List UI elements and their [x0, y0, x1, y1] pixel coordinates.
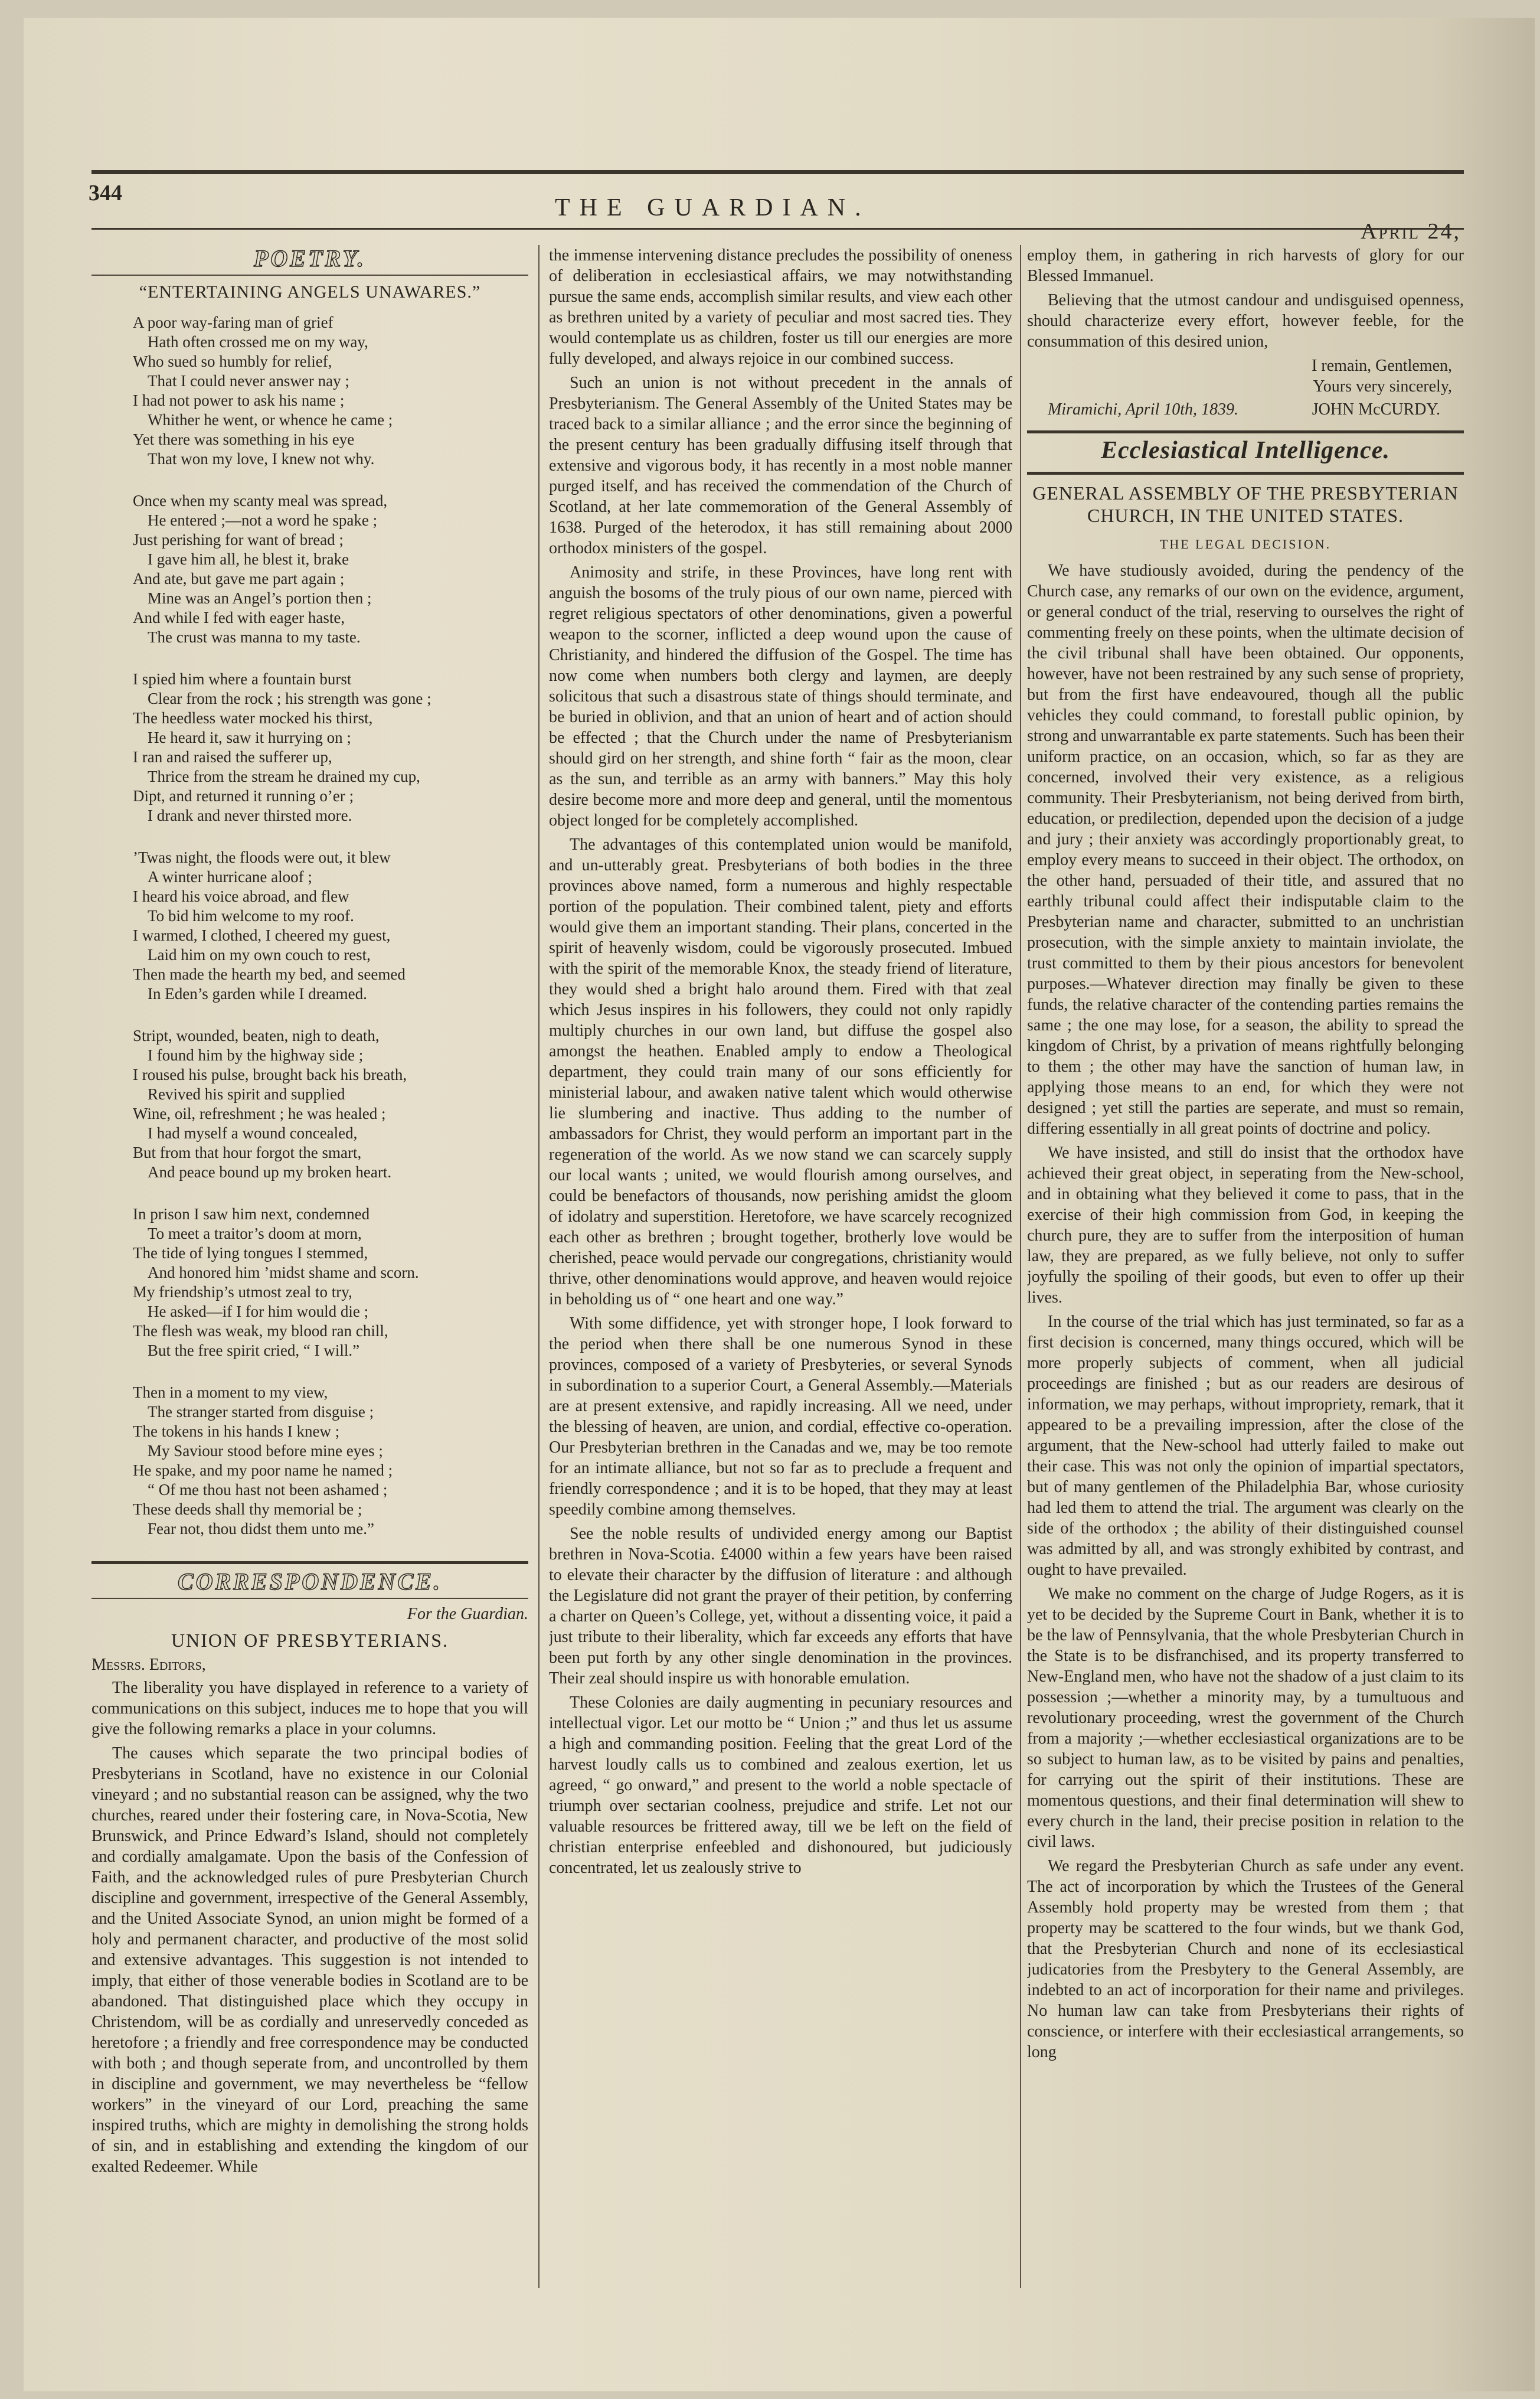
poem-line: I roused his pulse, brought back his breath,	[133, 1066, 407, 1083]
poem-line: Mine was an Angel’s portion then ;	[148, 589, 372, 607]
letter-conclusion	[1027, 245, 1464, 352]
poem-title: “ENTERTAINING ANGELS UNAWARES.”	[139, 282, 481, 302]
poem-line: Clear from the rock ; his strength was gone ;	[148, 690, 431, 707]
column-1	[91, 245, 528, 2306]
poem-line: In Eden’s garden while I dreamed.	[148, 985, 367, 1003]
paragraph: The advantages of this contemplated union would be manifold, and un-utterably great. Presbyterians of both bodies in the three provinces above named, form a numerous and highly respectable portion of the population. Their combined talent, piety and efforts would give them an important standing. Their plans, concerted in the spirit of heavenly wisdom, could be vigorously prosecuted. Imbued with the spirit of the memorable Knox, the steady friend of literature, they would shed a bright halo around them. Fired with that zeal which Jesus inspires in his followers, they could not only rapidly multiply churches in our own land, but diffuse the gospel also amongst the heathen. Enabled amply to endow a Theological department, they could train many of our sons efficiently for ministerial labour, and awaken native talent which would otherwise lie slumbering and inactive. Thus adding to the number of ambassadors for Christ, they would perform an important part in the regeneration of the world. As we now stand we can scarcely supply our local wants ; united, we would flourish among ourselves, and could be benefactors of thousands, now perishing amidst the gloom of idolatry and superstition. Heretofore, we have scarcely recognized each other as brethren ; brought together, brotherly love would be cherished, peace would pervade our congregations, christianity would thrive, other denominations would approve, and heaven would rejoice in beholding us of “ one heart and one way.”	[549, 835, 1012, 1308]
column-divider-1	[538, 245, 540, 2288]
signature-row	[1027, 399, 1464, 420]
poetry-section-heading: POETRY.	[254, 245, 366, 272]
stanza	[133, 491, 528, 647]
poem-line: I had not power to ask his name ;	[133, 391, 345, 409]
poem-line: In prison I saw him next, condemned	[133, 1205, 370, 1223]
column-2	[549, 245, 1012, 2270]
article-title: UNION OF PRESBYTERIANS.	[171, 1630, 449, 1651]
rule	[91, 1561, 528, 1564]
poem-line: Hath often crossed me on my way,	[148, 333, 368, 351]
poem-line: The stranger started from disguise ;	[148, 1403, 374, 1421]
stanza	[133, 1383, 528, 1539]
poem-line: “ Of me thou hast not been ashamed ;	[148, 1481, 388, 1499]
poem-line: Who sued so humbly for relief,	[133, 352, 332, 370]
poem-line: I found him by the highway side ;	[148, 1046, 364, 1064]
poem-line: Dipt, and returned it running o’er ;	[133, 787, 354, 805]
paragraph: We have studiously avoided, during the pendency of the Church case, any remarks of our own on the evidence, argument, or general conduct of the trial, reserving to ourselves the right of commenting freely on these points, when the ultimate decision of the civil tribunal shall have been obtained. Our opponents, however, have not been restrained by any such sense of propriety, but from the first have endeavoured, though all the public vehicles they could command, to forestall public opinion, by strong and unwarrantable ex parte statements. Such has been their uniform practice, on an occasion, which, so far as they are concerned, involved their very existence, as a religious community. Their Presbyterianism, not being derived from birth, education, or predilection, depended upon the decision of a judge and jury ; their anxiety was accordingly proportionably great, to employ every means to succeed in their object. The orthodox, on the other hand, persuaded of their title, and assured that no earthly tribunal could affect their indisputable claim to the Presbyterian name and character, submitted to an unchristian prosecution, with the simple anxiety to maintain inviolate, the trust committed to them by their pious ancestors for benevolent purposes.—Whatever direction may finally be given to these funds, the relative character of the contending parties remains the same ; the one may lose, for a season, the ability to spread the kingdom of Christ, by a privation of means rightfully belonging to them ; the other may have the sanction of human law, in applying those means to an end, for which they were not designed ; yet still the parties are seperate, and must so remain, differing essentially in all great points of doctrine and policy.	[1027, 562, 1464, 1138]
poem-line: Stript, wounded, beaten, nigh to death,	[133, 1027, 380, 1045]
article-title: GENERAL ASSEMBLY OF THE PRESBYTERIAN CHURCH, IN THE UNITED STATES.	[1032, 482, 1459, 526]
paragraph: Animosity and strife, in these Provinces, have long rent with anguish the bosoms of the truly pious of our own name, pierced with regret religious spectators of other denominations, given a powerful weapon to the scorner, inflicted a deep wound upon the cause of Christianity, and hindered the diffusion of the Gospel. The time has now come when numbers both clergy and laymen, are deeply solicitous that such a disastrous state of things should terminate, and be buried in oblivion, and that an union of heart and of action should be effected ; that the Church under the name of Presbyterianism should gird on her strength, and shine forth “ fair as the moon, clear as the sun, and terrible as an army with banners.” May this holy desire become more and more deep and general, until the momentous object longed for be completely accomplished.	[549, 563, 1012, 830]
stanza	[133, 313, 528, 469]
paragraph: With some diffidence, yet with stronger hope, I look forward to the period when there shall be one numerous Synod in these provinces, composed of a variety of Presbyteries, or several Synods in subordination to a superior Court, a General Assembly.—Materials are at present extensive, and rapidly increasing. All we need, under the blessing of heaven, are union, and cordial, effective co-operation. Our Presbyterian brethren in the Canadas and we, may be too remote for an intimate alliance, but not so far as to preclude a frequent and friendly correspondence ; and it is to be hoped, that they may at least speedily combine among themselves.	[549, 1314, 1012, 1519]
stanza	[133, 848, 528, 1004]
poem-line: He spake, and my poor name he named ;	[133, 1461, 393, 1479]
poem-line: The tokens in his hands I knew ;	[133, 1422, 340, 1440]
paragraph: Believing that the utmost candour and undisguised openness, should characterize every effort, however feeble, for the consummation of this desired union,	[1027, 291, 1464, 351]
signature-name: JOHN McCURDY.	[1312, 400, 1440, 419]
stanza	[133, 1026, 528, 1182]
rule	[91, 275, 528, 276]
poem-line: Revived his spirit and supplied	[148, 1085, 345, 1103]
poem-line: To bid him welcome to my roof.	[148, 907, 354, 925]
poem-line: ’Twas night, the floods were out, it blew	[133, 848, 391, 866]
signoff	[1027, 355, 1464, 420]
poem-line: The flesh was weak, my blood ran chill,	[133, 1322, 388, 1340]
paragraph: In the course of the trial which has just terminated, so far as a first decision is concerned, many things occured, which will be more properly subjects of comment, when all judicial proceedings are finished ; but as our readers are desirous of information, we may perhaps, without impropriety, remark, that it appeared to be a prevailing impression, after the close of the argument, that the New-school had utterly failed to make out their case. This was not only the opinion of impartial spectators, but of many gentlemen of the Philadelphia Bar, whose curiosity had led them to attend the trial. The argument was clearly on the side of the orthodox ; the ability of their distinguished counsel was admitted by all, and was strongly exhibited by contrast, and ought to have prevailed.	[1027, 1313, 1464, 1579]
poem-line: I ran and raised the sufferer up,	[133, 748, 332, 766]
poem-line: To meet a traitor’s doom at morn,	[148, 1225, 362, 1242]
paragraph: These Colonies are daily augmenting in pecuniary resources and intellectual vigor. Let our motto be “ Union ;” and thus let us assume a high and commanding position. Feeling that the great Lord of the harvest loudly calls us to combined and zealous exertion, let us agreed, “ go onward,” and present to the world a noble spectacle of triumph over sectarian coolness, prejudice and strife. Let not our valuable resources be frittered away, till we be left on the field of christian enterprise enfeebled and dishonoured, but judiciously concentrated, let us zealously strive to	[549, 1693, 1012, 1877]
poem-line: He asked—if I for him would die ;	[148, 1303, 369, 1320]
masthead-rule-bottom	[91, 228, 1464, 230]
poem-line: Yet there was something in his eye	[133, 430, 355, 448]
paragraph: employ them, in gathering in rich harvests of glory for our Blessed Immanuel.	[1027, 246, 1464, 285]
poem-line: And ate, but gave me part again ;	[133, 570, 345, 587]
assembly-article-body	[1027, 560, 1464, 2062]
correspondence-continued	[549, 245, 1012, 1878]
paragraph: We regard the Presbyterian Church as safe under any event. The act of incorporation by which the Trustees of the General Assembly hold property may be wrested from them ; that property may be scattered to the four winds, but we thank God, that the Presbyterian Church and none of its ecclesiastical judicatories from the Presbytery to the General Assembly, are indebted to an act of incorporation for their name and privileges. No human law can take from Presbyterians their rights of conscience, or interfere with their ecclesiastical arrangements, so long	[1027, 1857, 1464, 2061]
poem-line: Then made the hearth my bed, and seemed	[133, 965, 406, 983]
rule	[91, 1598, 528, 1599]
paragraph: We make no comment on the charge of Judge Rogers, as it is yet to be decided by the Supreme Court in Bank, whether it is to be the law of Pennsylvania, that the whole Presbyterian Church in the State is to be disfranchised, and its property transferred to New-England men, who have not the shadow of a just claim to its possession ;—whether a minority may, by a tumultuous and revolutionary proceeding, wrest the government of the Church from a majority ;—whether ecclesiastical organizations are to be so subject to human law, as to be visited by pains and penalties, for carrying out the spirit of their institutions. These are momentous questions, and their final determination will shew to every church in the land, their precise position in relation to the civil laws.	[1027, 1585, 1464, 1851]
poem-line: I had myself a wound concealed,	[148, 1124, 358, 1142]
poem-line: But the free spirit cried, “ I will.”	[148, 1342, 360, 1359]
rule	[1027, 430, 1464, 433]
paragraph: The liberality you have displayed in reference to a variety of communications on this subject, induces me to hope that you will give the following remarks a place in your columns.	[91, 1679, 528, 1738]
poem-line: My friendship’s utmost zeal to try,	[133, 1283, 352, 1301]
signoff-line: Yours very sincerely,	[1313, 377, 1452, 396]
poem-line: The tide of lying tongues I stemmed,	[133, 1244, 368, 1262]
poem-body	[91, 313, 528, 1539]
poem-line: These deeds shall thy memorial be ;	[133, 1500, 362, 1518]
correspondence-body	[91, 1677, 528, 2177]
poem-line: I drank and never thirsted more.	[148, 807, 352, 824]
paragraph: Such an union is not without precedent in the annals of Presbyterianism. The General Assembly of the United States may be traced back to a similar alliance ; and the error since the beginning of the present century has been gradually diffusing itself through that extensive and vigorous body, it has recently in a most noble manner purged itself, and has received the commendation of the Church of Scotland, at her late commemoration of the General Assembly of 1638. Purged of the heterodox, it has still remaining about 2000 orthodox ministers of the gospel.	[549, 374, 1012, 557]
newspaper-page	[24, 18, 1535, 2391]
poem-line: Once when my scanty meal was spread,	[133, 492, 388, 510]
newspaper-title: THE GUARDIAN.	[555, 194, 871, 221]
signature-place: Miramichi, April 10th, 1839.	[1048, 400, 1239, 419]
poem-line: Whither he went, or whence he came ;	[148, 411, 393, 429]
paragraph: See the noble results of undivided energy among our Baptist brethren in Nova-Scotia. £4000 within a few years have been raised to elevate their character by the diffusion of literature : and although the Legislature did not grant the prayer of their petition, by conferring a charter on Queen’s College, yet, without a dissenting voice, it paid a just tribute to their liberality, which far exceeds any efforts that have been put forth by any other single denomination in the provinces. Their zeal should inspire us with honorable emulation.	[549, 1525, 1012, 1688]
poem-line: I gave him all, he blest it, brake	[148, 550, 349, 568]
poem-line: A poor way-faring man of grief	[133, 314, 333, 331]
rule	[1027, 472, 1464, 475]
poem-line: And peace bound up my broken heart.	[148, 1163, 392, 1181]
poem-line: Fear not, thou didst them unto me.”	[148, 1520, 374, 1538]
poem-line: I spied him where a fountain burst	[133, 670, 352, 688]
poem-line: Laid him on my own couch to rest,	[148, 946, 371, 964]
poem-line: He heard it, saw it hurrying on ;	[148, 729, 351, 746]
poem-line: That I could never answer nay ;	[148, 372, 349, 390]
ecclesiastical-section-heading: Ecclesiastical Intelligence.	[1101, 437, 1390, 464]
poem-line: Wine, oil, refreshment ; he was healed ;	[133, 1105, 386, 1122]
paragraph: We have insisted, and still do insist that the orthodox have achieved their great object, in seperating from the New-school, and in obtaining what they believed it come to pass, that in the exercise of their high commission from God, in keeping the church pure, they are to suffer from the interposition of human law, they are prepared, as we fully believe, not only to suffer joyfully the spoiling of their goods, but even to offer up their lives.	[1027, 1144, 1464, 1307]
poem-line: That won my love, I knew not why.	[148, 450, 375, 468]
poem-line: Thrice from the stream he drained my cup,	[148, 768, 420, 785]
poem-line: A winter hurricane aloof ;	[148, 868, 312, 886]
stanza	[133, 1205, 528, 1360]
poem-line: And honored him ’midst shame and scorn.	[148, 1264, 419, 1281]
paragraph: The causes which separate the two principal bodies of Presbyterians in Scotland, have no existence in our Colonial vineyard ; and no substantial reason can be assigned, why the two churches, reared under their fostering care, in Nova-Scotia, New Brunswick, and Prince Edward’s Island, should not completely and cordially amalgamate. Upon the basis of the Confession of Faith, and the acknowledged rules of pure Presbyterian Church discipline and government, irrespective of the General Assembly, and the United Associate Synod, an union might be formed of a holy and permanent character, and productive of the most solid and extensive advantages. This suggestion is not intended to imply, that either of those venerable bodies in Scotland are to be abandoned. That distinguished place which they occupy in Christendom, will be as cordially and unreservedly conceded as heretofore ; a friendly and free correspondence may be conducted with both ; and though seperate from, and uncontrolled by them in discipline and government, we may nevertheless be “fellow workers” in the vineyard of our Lord, preaching the same inspired truths, which are mighty in demolishing the strong holds of sin, and in establishing and extending the kingdom of our exalted Redeemer. While	[91, 1744, 528, 2176]
poem-line: And while I fed with eager haste,	[133, 609, 345, 626]
poem-line: The heedless water mocked his thirst,	[133, 709, 373, 727]
column-divider-2	[1020, 245, 1021, 2288]
poem-line: The crust was manna to my taste.	[148, 628, 361, 646]
poem-line: He entered ;—not a word he spake ;	[148, 511, 378, 529]
signoff-line: I remain, Gentlemen,	[1312, 357, 1452, 375]
stanza	[133, 670, 528, 825]
masthead-rule-top	[91, 170, 1464, 174]
correspondence-section-heading: CORRESPONDENCE.	[178, 1568, 442, 1595]
dateline: For the Guardian.	[407, 1605, 528, 1623]
column-3	[1027, 245, 1464, 2270]
poem-line: But from that hour forgot the smart,	[133, 1144, 362, 1161]
poem-line: My Saviour stood before mine eyes ;	[148, 1442, 383, 1460]
salutation: Messrs. Editors,	[91, 1656, 206, 1674]
poem-line: I heard his voice abroad, and flew	[133, 887, 349, 905]
paragraph: the immense intervening distance precludes the possibility of oneness of deliberation in ecclesiastical affairs, we may notwithstanding pursue the same ends, accomplish similar results, and view each other as brethren united by a variety of peculiar and most sacred ties. They would contemplate us as children, foster us till our energies are more fully developed, and always rejoice in our combined success.	[549, 246, 1012, 368]
poem-line: I warmed, I clothed, I cheered my guest,	[133, 926, 391, 944]
poem-line: Just perishing for want of bread ;	[133, 531, 344, 549]
article-subhead: THE LEGAL DECISION.	[1159, 537, 1332, 551]
page-number: 344	[89, 181, 122, 205]
issue-date: April 24,	[1361, 219, 1461, 244]
poem-line: Then in a moment to my view,	[133, 1383, 328, 1401]
